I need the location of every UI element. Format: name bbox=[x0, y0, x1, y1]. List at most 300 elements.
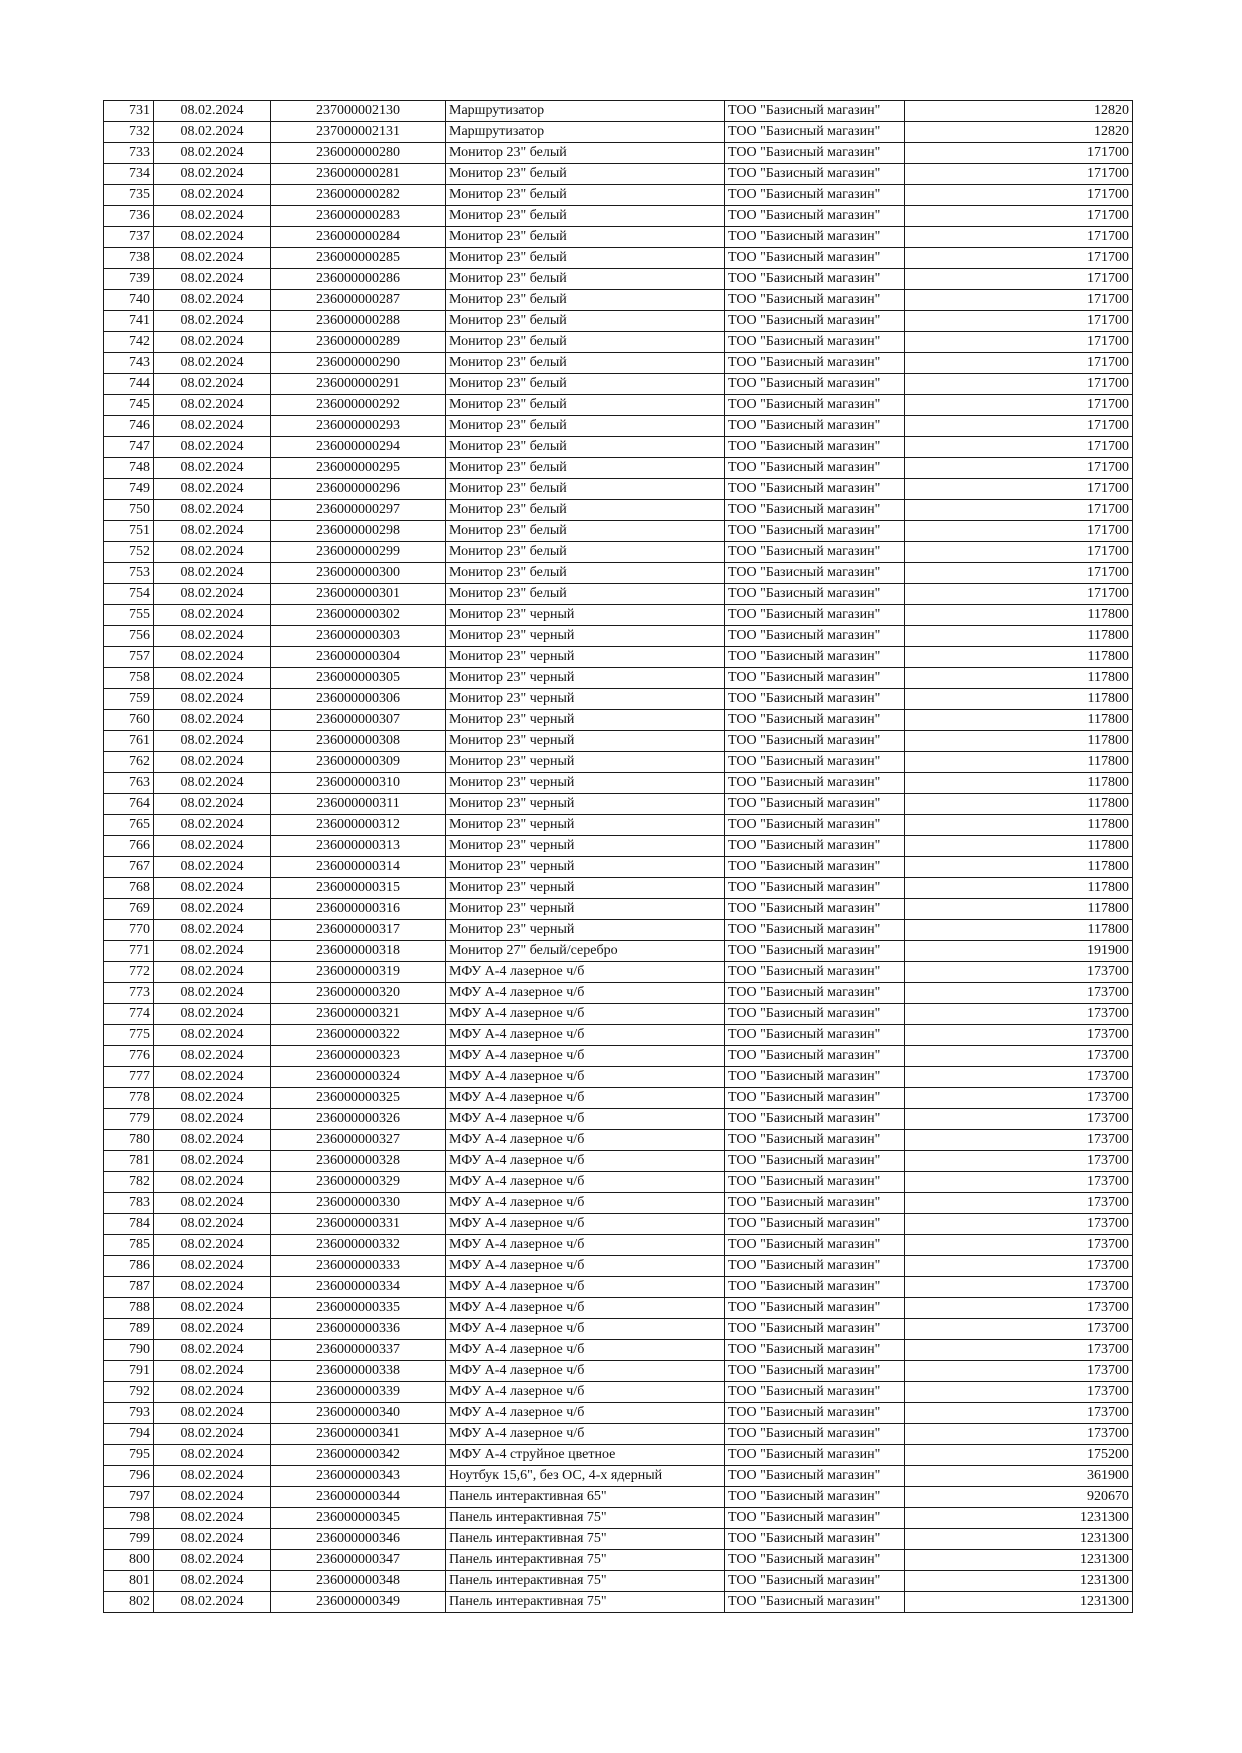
amount-cell: 171700 bbox=[905, 437, 1133, 458]
item-name: Монитор 23" белый bbox=[446, 143, 725, 164]
item-name: Монитор 23" белый bbox=[446, 374, 725, 395]
inventory-number: 236000000308 bbox=[271, 731, 446, 752]
inventory-number: 237000002131 bbox=[271, 122, 446, 143]
date-cell: 08.02.2024 bbox=[154, 941, 271, 962]
row-number: 755 bbox=[104, 605, 154, 626]
amount-cell: 173700 bbox=[905, 1151, 1133, 1172]
inventory-number: 236000000285 bbox=[271, 248, 446, 269]
document-page bbox=[103, 100, 1132, 1613]
date-cell: 08.02.2024 bbox=[154, 374, 271, 395]
supplier-name: ТОО "Базисный магазин" bbox=[725, 1340, 905, 1361]
table-row bbox=[104, 290, 1133, 311]
amount-cell: 191900 bbox=[905, 941, 1133, 962]
row-number: 799 bbox=[104, 1529, 154, 1550]
date-cell: 08.02.2024 bbox=[154, 1025, 271, 1046]
supplier-name: ТОО "Базисный магазин" bbox=[725, 1214, 905, 1235]
date-cell: 08.02.2024 bbox=[154, 1592, 271, 1613]
supplier-name: ТОО "Базисный магазин" bbox=[725, 1424, 905, 1445]
date-cell: 08.02.2024 bbox=[154, 899, 271, 920]
supplier-name: ТОО "Базисный магазин" bbox=[725, 395, 905, 416]
item-name: Монитор 23" черный bbox=[446, 794, 725, 815]
date-cell: 08.02.2024 bbox=[154, 1256, 271, 1277]
row-number: 734 bbox=[104, 164, 154, 185]
supplier-name: ТОО "Базисный магазин" bbox=[725, 437, 905, 458]
date-cell: 08.02.2024 bbox=[154, 731, 271, 752]
item-name: МФУ А-4 лазерное ч/б bbox=[446, 1172, 725, 1193]
item-name: Монитор 23" белый bbox=[446, 227, 725, 248]
item-name: Панель интерактивная 65" bbox=[446, 1487, 725, 1508]
item-name: Ноутбук 15,6", без ОС, 4-х ядерный bbox=[446, 1466, 725, 1487]
row-number: 767 bbox=[104, 857, 154, 878]
supplier-name: ТОО "Базисный магазин" bbox=[725, 542, 905, 563]
inventory-number: 236000000328 bbox=[271, 1151, 446, 1172]
inventory-number: 236000000312 bbox=[271, 815, 446, 836]
amount-cell: 12820 bbox=[905, 101, 1133, 122]
inventory-number: 236000000305 bbox=[271, 668, 446, 689]
amount-cell: 173700 bbox=[905, 1361, 1133, 1382]
date-cell: 08.02.2024 bbox=[154, 479, 271, 500]
item-name: Монитор 23" черный bbox=[446, 857, 725, 878]
supplier-name: ТОО "Базисный магазин" bbox=[725, 1445, 905, 1466]
table-row bbox=[104, 416, 1133, 437]
supplier-name: ТОО "Базисный магазин" bbox=[725, 353, 905, 374]
inventory-number: 236000000333 bbox=[271, 1256, 446, 1277]
row-number: 794 bbox=[104, 1424, 154, 1445]
row-number: 801 bbox=[104, 1571, 154, 1592]
amount-cell: 920670 bbox=[905, 1487, 1133, 1508]
amount-cell: 171700 bbox=[905, 269, 1133, 290]
row-number: 739 bbox=[104, 269, 154, 290]
table-row bbox=[104, 227, 1133, 248]
supplier-name: ТОО "Базисный магазин" bbox=[725, 899, 905, 920]
amount-cell: 171700 bbox=[905, 332, 1133, 353]
row-number: 771 bbox=[104, 941, 154, 962]
item-name: МФУ А-4 лазерное ч/б bbox=[446, 1424, 725, 1445]
row-number: 773 bbox=[104, 983, 154, 1004]
amount-cell: 117800 bbox=[905, 689, 1133, 710]
item-name: Монитор 23" белый bbox=[446, 479, 725, 500]
date-cell: 08.02.2024 bbox=[154, 794, 271, 815]
row-number: 781 bbox=[104, 1151, 154, 1172]
table-row bbox=[104, 1109, 1133, 1130]
item-name: Монитор 23" белый bbox=[446, 458, 725, 479]
date-cell: 08.02.2024 bbox=[154, 710, 271, 731]
table-row bbox=[104, 1424, 1133, 1445]
supplier-name: ТОО "Базисный магазин" bbox=[725, 1235, 905, 1256]
date-cell: 08.02.2024 bbox=[154, 290, 271, 311]
inventory-number: 236000000303 bbox=[271, 626, 446, 647]
item-name: МФУ А-4 лазерное ч/б bbox=[446, 983, 725, 1004]
inventory-number: 236000000315 bbox=[271, 878, 446, 899]
item-name: Панель интерактивная 75" bbox=[446, 1571, 725, 1592]
amount-cell: 171700 bbox=[905, 374, 1133, 395]
inventory-number: 236000000327 bbox=[271, 1130, 446, 1151]
inventory-number: 236000000314 bbox=[271, 857, 446, 878]
row-number: 731 bbox=[104, 101, 154, 122]
table-row bbox=[104, 815, 1133, 836]
item-name: Монитор 23" черный bbox=[446, 899, 725, 920]
inventory-number: 236000000298 bbox=[271, 521, 446, 542]
amount-cell: 117800 bbox=[905, 794, 1133, 815]
item-name: Панель интерактивная 75" bbox=[446, 1508, 725, 1529]
amount-cell: 171700 bbox=[905, 458, 1133, 479]
table-row bbox=[104, 1529, 1133, 1550]
table-row bbox=[104, 521, 1133, 542]
item-name: Монитор 23" белый bbox=[446, 584, 725, 605]
amount-cell: 117800 bbox=[905, 668, 1133, 689]
item-name: Монитор 23" белый bbox=[446, 500, 725, 521]
amount-cell: 117800 bbox=[905, 773, 1133, 794]
inventory-number: 236000000342 bbox=[271, 1445, 446, 1466]
item-name: Маршрутизатор bbox=[446, 101, 725, 122]
item-name: Монитор 23" черный bbox=[446, 773, 725, 794]
supplier-name: ТОО "Базисный магазин" bbox=[725, 143, 905, 164]
row-number: 747 bbox=[104, 437, 154, 458]
item-name: Монитор 23" белый bbox=[446, 269, 725, 290]
table-row bbox=[104, 857, 1133, 878]
row-number: 769 bbox=[104, 899, 154, 920]
row-number: 802 bbox=[104, 1592, 154, 1613]
table-row bbox=[104, 752, 1133, 773]
row-number: 772 bbox=[104, 962, 154, 983]
row-number: 733 bbox=[104, 143, 154, 164]
item-name: Монитор 23" черный bbox=[446, 878, 725, 899]
inventory-number: 237000002130 bbox=[271, 101, 446, 122]
date-cell: 08.02.2024 bbox=[154, 500, 271, 521]
table-row bbox=[104, 1298, 1133, 1319]
inventory-number: 236000000325 bbox=[271, 1088, 446, 1109]
inventory-number: 236000000344 bbox=[271, 1487, 446, 1508]
inventory-number: 236000000309 bbox=[271, 752, 446, 773]
amount-cell: 171700 bbox=[905, 563, 1133, 584]
inventory-number: 236000000304 bbox=[271, 647, 446, 668]
supplier-name: ТОО "Базисный магазин" bbox=[725, 206, 905, 227]
supplier-name: ТОО "Базисный магазин" bbox=[725, 731, 905, 752]
row-number: 796 bbox=[104, 1466, 154, 1487]
row-number: 732 bbox=[104, 122, 154, 143]
row-number: 764 bbox=[104, 794, 154, 815]
amount-cell: 1231300 bbox=[905, 1550, 1133, 1571]
item-name: Монитор 23" черный bbox=[446, 689, 725, 710]
row-number: 791 bbox=[104, 1361, 154, 1382]
date-cell: 08.02.2024 bbox=[154, 1067, 271, 1088]
date-cell: 08.02.2024 bbox=[154, 521, 271, 542]
amount-cell: 171700 bbox=[905, 143, 1133, 164]
row-number: 737 bbox=[104, 227, 154, 248]
amount-cell: 1231300 bbox=[905, 1592, 1133, 1613]
inventory-number: 236000000348 bbox=[271, 1571, 446, 1592]
item-name: Монитор 23" черный bbox=[446, 626, 725, 647]
item-name: МФУ А-4 лазерное ч/б bbox=[446, 1235, 725, 1256]
inventory-number: 236000000284 bbox=[271, 227, 446, 248]
table-row bbox=[104, 731, 1133, 752]
row-number: 756 bbox=[104, 626, 154, 647]
amount-cell: 171700 bbox=[905, 290, 1133, 311]
item-name: Монитор 23" белый bbox=[446, 290, 725, 311]
supplier-name: ТОО "Базисный магазин" bbox=[725, 374, 905, 395]
inventory-number: 236000000334 bbox=[271, 1277, 446, 1298]
table-row bbox=[104, 689, 1133, 710]
table-row bbox=[104, 710, 1133, 731]
table-row bbox=[104, 185, 1133, 206]
supplier-name: ТОО "Базисный магазин" bbox=[725, 248, 905, 269]
supplier-name: ТОО "Базисный магазин" bbox=[725, 101, 905, 122]
supplier-name: ТОО "Базисный магазин" bbox=[725, 290, 905, 311]
date-cell: 08.02.2024 bbox=[154, 101, 271, 122]
table-row bbox=[104, 920, 1133, 941]
date-cell: 08.02.2024 bbox=[154, 143, 271, 164]
supplier-name: ТОО "Базисный магазин" bbox=[725, 1067, 905, 1088]
date-cell: 08.02.2024 bbox=[154, 1508, 271, 1529]
row-number: 744 bbox=[104, 374, 154, 395]
amount-cell: 173700 bbox=[905, 1172, 1133, 1193]
row-number: 779 bbox=[104, 1109, 154, 1130]
table-row bbox=[104, 1235, 1133, 1256]
item-name: Монитор 23" белый bbox=[446, 248, 725, 269]
table-row bbox=[104, 206, 1133, 227]
item-name: МФУ А-4 лазерное ч/б bbox=[446, 1151, 725, 1172]
inventory-number: 236000000287 bbox=[271, 290, 446, 311]
table-row bbox=[104, 1340, 1133, 1361]
date-cell: 08.02.2024 bbox=[154, 353, 271, 374]
row-number: 745 bbox=[104, 395, 154, 416]
supplier-name: ТОО "Базисный магазин" bbox=[725, 983, 905, 1004]
inventory-number: 236000000318 bbox=[271, 941, 446, 962]
inventory-number: 236000000307 bbox=[271, 710, 446, 731]
inventory-number: 236000000332 bbox=[271, 1235, 446, 1256]
amount-cell: 173700 bbox=[905, 1319, 1133, 1340]
amount-cell: 117800 bbox=[905, 857, 1133, 878]
item-name: МФУ А-4 лазерное ч/б bbox=[446, 1067, 725, 1088]
item-name: Монитор 27" белый/серебро bbox=[446, 941, 725, 962]
row-number: 741 bbox=[104, 311, 154, 332]
table-row bbox=[104, 479, 1133, 500]
table-row bbox=[104, 395, 1133, 416]
row-number: 784 bbox=[104, 1214, 154, 1235]
supplier-name: ТОО "Базисный магазин" bbox=[725, 710, 905, 731]
item-name: Монитор 23" белый bbox=[446, 563, 725, 584]
supplier-name: ТОО "Базисный магазин" bbox=[725, 1508, 905, 1529]
table-row bbox=[104, 563, 1133, 584]
item-name: МФУ А-4 лазерное ч/б bbox=[446, 962, 725, 983]
table-row bbox=[104, 1382, 1133, 1403]
item-name: Монитор 23" белый bbox=[446, 437, 725, 458]
inventory-number: 236000000299 bbox=[271, 542, 446, 563]
supplier-name: ТОО "Базисный магазин" bbox=[725, 1088, 905, 1109]
date-cell: 08.02.2024 bbox=[154, 1004, 271, 1025]
supplier-name: ТОО "Базисный магазин" bbox=[725, 227, 905, 248]
row-number: 777 bbox=[104, 1067, 154, 1088]
inventory-number: 236000000339 bbox=[271, 1382, 446, 1403]
row-number: 770 bbox=[104, 920, 154, 941]
date-cell: 08.02.2024 bbox=[154, 920, 271, 941]
table-row bbox=[104, 605, 1133, 626]
row-number: 778 bbox=[104, 1088, 154, 1109]
inventory-number: 236000000324 bbox=[271, 1067, 446, 1088]
table-row bbox=[104, 1466, 1133, 1487]
item-name: МФУ А-4 лазерное ч/б bbox=[446, 1130, 725, 1151]
row-number: 765 bbox=[104, 815, 154, 836]
item-name: Монитор 23" белый bbox=[446, 311, 725, 332]
row-number: 782 bbox=[104, 1172, 154, 1193]
supplier-name: ТОО "Базисный магазин" bbox=[725, 773, 905, 794]
supplier-name: ТОО "Базисный магазин" bbox=[725, 1172, 905, 1193]
supplier-name: ТОО "Базисный магазин" bbox=[725, 689, 905, 710]
item-name: Монитор 23" черный bbox=[446, 647, 725, 668]
row-number: 735 bbox=[104, 185, 154, 206]
date-cell: 08.02.2024 bbox=[154, 1403, 271, 1424]
row-number: 787 bbox=[104, 1277, 154, 1298]
row-number: 790 bbox=[104, 1340, 154, 1361]
table-row bbox=[104, 1361, 1133, 1382]
amount-cell: 171700 bbox=[905, 248, 1133, 269]
item-name: МФУ А-4 лазерное ч/б bbox=[446, 1361, 725, 1382]
row-number: 762 bbox=[104, 752, 154, 773]
row-number: 738 bbox=[104, 248, 154, 269]
inventory-number: 236000000345 bbox=[271, 1508, 446, 1529]
row-number: 788 bbox=[104, 1298, 154, 1319]
supplier-name: ТОО "Базисный магазин" bbox=[725, 1529, 905, 1550]
item-name: МФУ А-4 лазерное ч/б bbox=[446, 1298, 725, 1319]
supplier-name: ТОО "Базисный магазин" bbox=[725, 458, 905, 479]
date-cell: 08.02.2024 bbox=[154, 773, 271, 794]
supplier-name: ТОО "Базисный магазин" bbox=[725, 416, 905, 437]
table-row bbox=[104, 1193, 1133, 1214]
inventory-number: 236000000322 bbox=[271, 1025, 446, 1046]
table-row bbox=[104, 353, 1133, 374]
inventory-number: 236000000313 bbox=[271, 836, 446, 857]
supplier-name: ТОО "Базисный магазин" bbox=[725, 794, 905, 815]
table-row bbox=[104, 458, 1133, 479]
asset-registry-table bbox=[103, 100, 1133, 1613]
supplier-name: ТОО "Базисный магазин" bbox=[725, 1487, 905, 1508]
inventory-number: 236000000302 bbox=[271, 605, 446, 626]
date-cell: 08.02.2024 bbox=[154, 1529, 271, 1550]
supplier-name: ТОО "Базисный магазин" bbox=[725, 500, 905, 521]
supplier-name: ТОО "Базисный магазин" bbox=[725, 941, 905, 962]
table-row bbox=[104, 899, 1133, 920]
date-cell: 08.02.2024 bbox=[154, 563, 271, 584]
inventory-number: 236000000289 bbox=[271, 332, 446, 353]
date-cell: 08.02.2024 bbox=[154, 815, 271, 836]
item-name: МФУ А-4 лазерное ч/б bbox=[446, 1403, 725, 1424]
supplier-name: ТОО "Базисный магазин" bbox=[725, 1466, 905, 1487]
table-row bbox=[104, 794, 1133, 815]
inventory-number: 236000000290 bbox=[271, 353, 446, 374]
amount-cell: 117800 bbox=[905, 605, 1133, 626]
date-cell: 08.02.2024 bbox=[154, 1424, 271, 1445]
amount-cell: 173700 bbox=[905, 1193, 1133, 1214]
inventory-number: 236000000330 bbox=[271, 1193, 446, 1214]
date-cell: 08.02.2024 bbox=[154, 1235, 271, 1256]
row-number: 759 bbox=[104, 689, 154, 710]
item-name: Маршрутизатор bbox=[446, 122, 725, 143]
amount-cell: 173700 bbox=[905, 1130, 1133, 1151]
table-row bbox=[104, 878, 1133, 899]
amount-cell: 173700 bbox=[905, 1109, 1133, 1130]
item-name: МФУ А-4 лазерное ч/б bbox=[446, 1025, 725, 1046]
table-row bbox=[104, 773, 1133, 794]
table-row bbox=[104, 374, 1133, 395]
supplier-name: ТОО "Базисный магазин" bbox=[725, 1319, 905, 1340]
table-row bbox=[104, 248, 1133, 269]
table-row bbox=[104, 1130, 1133, 1151]
amount-cell: 117800 bbox=[905, 731, 1133, 752]
inventory-number: 236000000291 bbox=[271, 374, 446, 395]
row-number: 743 bbox=[104, 353, 154, 374]
inventory-number: 236000000349 bbox=[271, 1592, 446, 1613]
table-row bbox=[104, 1550, 1133, 1571]
table-row bbox=[104, 101, 1133, 122]
item-name: Монитор 23" белый bbox=[446, 185, 725, 206]
table-row bbox=[104, 164, 1133, 185]
supplier-name: ТОО "Базисный магазин" bbox=[725, 1571, 905, 1592]
item-name: МФУ А-4 лазерное ч/б bbox=[446, 1214, 725, 1235]
amount-cell: 173700 bbox=[905, 1214, 1133, 1235]
row-number: 760 bbox=[104, 710, 154, 731]
date-cell: 08.02.2024 bbox=[154, 122, 271, 143]
supplier-name: ТОО "Базисный магазин" bbox=[725, 521, 905, 542]
table-row bbox=[104, 500, 1133, 521]
date-cell: 08.02.2024 bbox=[154, 437, 271, 458]
table-row bbox=[104, 1025, 1133, 1046]
inventory-number: 236000000281 bbox=[271, 164, 446, 185]
inventory-number: 236000000283 bbox=[271, 206, 446, 227]
table-row bbox=[104, 1067, 1133, 1088]
row-number: 766 bbox=[104, 836, 154, 857]
table-row bbox=[104, 647, 1133, 668]
date-cell: 08.02.2024 bbox=[154, 416, 271, 437]
inventory-number: 236000000346 bbox=[271, 1529, 446, 1550]
item-name: МФУ А-4 струйное цветное bbox=[446, 1445, 725, 1466]
inventory-number: 236000000341 bbox=[271, 1424, 446, 1445]
supplier-name: ТОО "Базисный магазин" bbox=[725, 836, 905, 857]
supplier-name: ТОО "Базисный магазин" bbox=[725, 122, 905, 143]
supplier-name: ТОО "Базисный магазин" bbox=[725, 878, 905, 899]
item-name: Монитор 23" белый bbox=[446, 332, 725, 353]
inventory-number: 236000000331 bbox=[271, 1214, 446, 1235]
item-name: МФУ А-4 лазерное ч/б bbox=[446, 1193, 725, 1214]
item-name: МФУ А-4 лазерное ч/б bbox=[446, 1088, 725, 1109]
supplier-name: ТОО "Базисный магазин" bbox=[725, 1025, 905, 1046]
amount-cell: 173700 bbox=[905, 1277, 1133, 1298]
inventory-number: 236000000295 bbox=[271, 458, 446, 479]
date-cell: 08.02.2024 bbox=[154, 962, 271, 983]
date-cell: 08.02.2024 bbox=[154, 227, 271, 248]
row-number: 748 bbox=[104, 458, 154, 479]
amount-cell: 173700 bbox=[905, 1424, 1133, 1445]
date-cell: 08.02.2024 bbox=[154, 311, 271, 332]
table-row bbox=[104, 1571, 1133, 1592]
date-cell: 08.02.2024 bbox=[154, 1319, 271, 1340]
row-number: 783 bbox=[104, 1193, 154, 1214]
supplier-name: ТОО "Базисный магазин" bbox=[725, 164, 905, 185]
table-row bbox=[104, 836, 1133, 857]
date-cell: 08.02.2024 bbox=[154, 1340, 271, 1361]
item-name: Монитор 23" белый bbox=[446, 416, 725, 437]
amount-cell: 117800 bbox=[905, 626, 1133, 647]
item-name: Монитор 23" белый bbox=[446, 164, 725, 185]
supplier-name: ТОО "Базисный магазин" bbox=[725, 1256, 905, 1277]
date-cell: 08.02.2024 bbox=[154, 1214, 271, 1235]
item-name: МФУ А-4 лазерное ч/б bbox=[446, 1340, 725, 1361]
item-name: МФУ А-4 лазерное ч/б bbox=[446, 1046, 725, 1067]
amount-cell: 173700 bbox=[905, 1235, 1133, 1256]
amount-cell: 173700 bbox=[905, 1340, 1133, 1361]
date-cell: 08.02.2024 bbox=[154, 1298, 271, 1319]
row-number: 761 bbox=[104, 731, 154, 752]
supplier-name: ТОО "Базисный магазин" bbox=[725, 962, 905, 983]
